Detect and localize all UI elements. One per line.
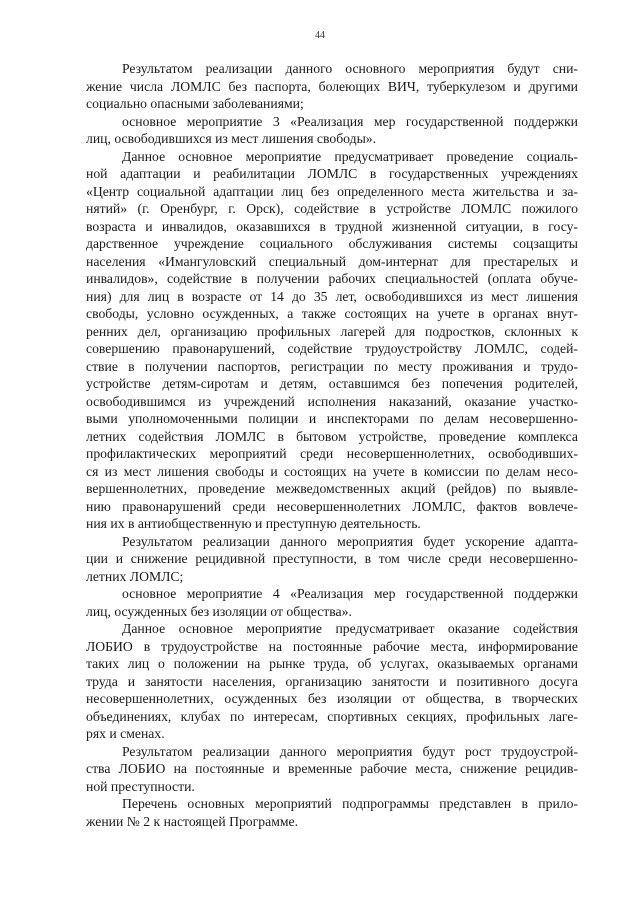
text-line: дарственное учреждение социального обслуживания системы соцзащиты <box>86 236 578 251</box>
text-line: населения «Имангуловский специальный дом-интернат для престарелых и <box>86 253 578 269</box>
paragraph <box>86 60 578 113</box>
text-line: ся из мест лишения свободы и состоящих на учете в комиссии по делам несо- <box>86 463 578 479</box>
text-line: ной преступности. <box>86 778 195 794</box>
text-line: социально опасными заболеваниями; <box>86 96 304 111</box>
text-line: нию правонарушений среди несовершеннолетних ЛОМЛС, фактов вовлече- <box>86 498 578 514</box>
text-line: ства ЛОБИО на постоянные и временные рабочие места, снижение рецидив- <box>86 761 578 776</box>
text-line: Перечень основных мероприятий подпрограммы представлен в прило- <box>122 796 578 811</box>
text-line: ствие в получении паспортов, регистрации по месту проживания и трудо- <box>86 358 578 374</box>
text-line: лиц, осужденных без изоляции от общества». <box>86 603 352 619</box>
text-line: основное мероприятие 4 «Реализация мер государственной поддержки <box>122 586 578 601</box>
text-line: лиц, освободившихся из мест лишения свободы». <box>86 131 377 146</box>
text-line: Результатом реализации данного мероприятия будет ускорение адапта- <box>122 533 578 549</box>
text-line: свободы, условно осужденных, а также состоящих на учете в органах внут- <box>86 306 578 321</box>
text-line: рях и сменах. <box>86 726 165 741</box>
document-body <box>86 60 578 830</box>
text-line: совершению правонарушений, содействие трудоустройству ЛОМЛС, содей- <box>86 341 578 356</box>
text-line: освободившимся из учреждений исполнения наказаний, оказание участко- <box>86 393 578 409</box>
text-line: Данное основное мероприятие предусматривает оказание содействия <box>122 621 578 636</box>
text-line: основное мероприятие 3 «Реализация мер государственной поддержки <box>122 113 578 129</box>
text-line: вершеннолетних, проведение межведомственных акций (рейдов) по выявле- <box>86 481 578 496</box>
page-number: 44 <box>315 30 325 41</box>
text-line: профилактических мероприятий среди несовершеннолетних, освободивших- <box>86 446 578 461</box>
text-line: ции и снижение рецидивной преступности, в том числе среди несовершенно- <box>86 551 578 566</box>
text-line: жение числа ЛОМЛС без паспорта, болеющих ВИЧ, туберкулезом и другими <box>86 78 578 94</box>
text-line: труда и занятости населения, организацию занятости и позитивного досуга <box>86 673 578 689</box>
text-line: объединениях, клубах по интересам, спортивных секциях, профильных лаге- <box>86 708 578 724</box>
text-line: летних содействия ЛОМЛС в бытовом устройстве, проведение комплекса <box>86 428 578 444</box>
text-line: устройстве детям-сиротам и детям, оставшимся без попечения родителей, <box>86 376 578 391</box>
text-line: Результатом реализации данного основного мероприятия будут сни- <box>122 61 578 76</box>
paragraph <box>86 795 578 830</box>
paragraph <box>86 113 578 148</box>
text-line: ренних дел, организацию профильных лагерей для подростков, склонных к <box>86 323 578 339</box>
paragraph <box>86 620 578 743</box>
paragraph <box>86 533 578 586</box>
text-line: летних ЛОМЛС; <box>86 568 184 584</box>
paragraph <box>86 148 578 533</box>
text-line: возраста и инвалидов, оказавшихся в трудной жизненной ситуации, в госу- <box>86 218 578 234</box>
text-line: несовершеннолетних, осужденных без изоляции от общества, в творческих <box>86 691 578 706</box>
text-line: Данное основное мероприятие предусматривает проведение социаль- <box>122 148 578 164</box>
text-line: жении № 2 к настоящей Программе. <box>86 813 299 829</box>
text-line: инвалидов», содействие в получении рабочих специальностей (оплата обуче- <box>86 271 578 286</box>
text-line: ния их в антиобщественную и преступную деятельность. <box>86 516 421 531</box>
text-line: таких лиц о положении на рынке труда, об услугах, оказываемых органами <box>86 656 578 671</box>
text-line: ЛОБИО в трудоустройстве на постоянные рабочие места, информирование <box>86 638 578 654</box>
text-line: ной адаптации и реабилитации ЛОМЛС в государственных учреждениях <box>86 166 578 181</box>
paragraph <box>86 585 578 620</box>
text-line: нятий» (г. Оренбург, г. Орск), содействие в устройстве ЛОМЛС пожилого <box>86 201 578 216</box>
paragraph <box>86 743 578 796</box>
text-line: ния) для лиц в возрасте от 14 до 35 лет, освободившихся из мест лишения <box>86 288 578 304</box>
text-line: Результатом реализации данного мероприятия будут рост трудоустрой- <box>122 743 578 759</box>
text-line: «Центр социальной адаптации лиц без определенного места жительства и за- <box>86 183 578 199</box>
text-line: выми уполномоченными полиции и инспекторами по делам несовершенно- <box>86 411 578 426</box>
